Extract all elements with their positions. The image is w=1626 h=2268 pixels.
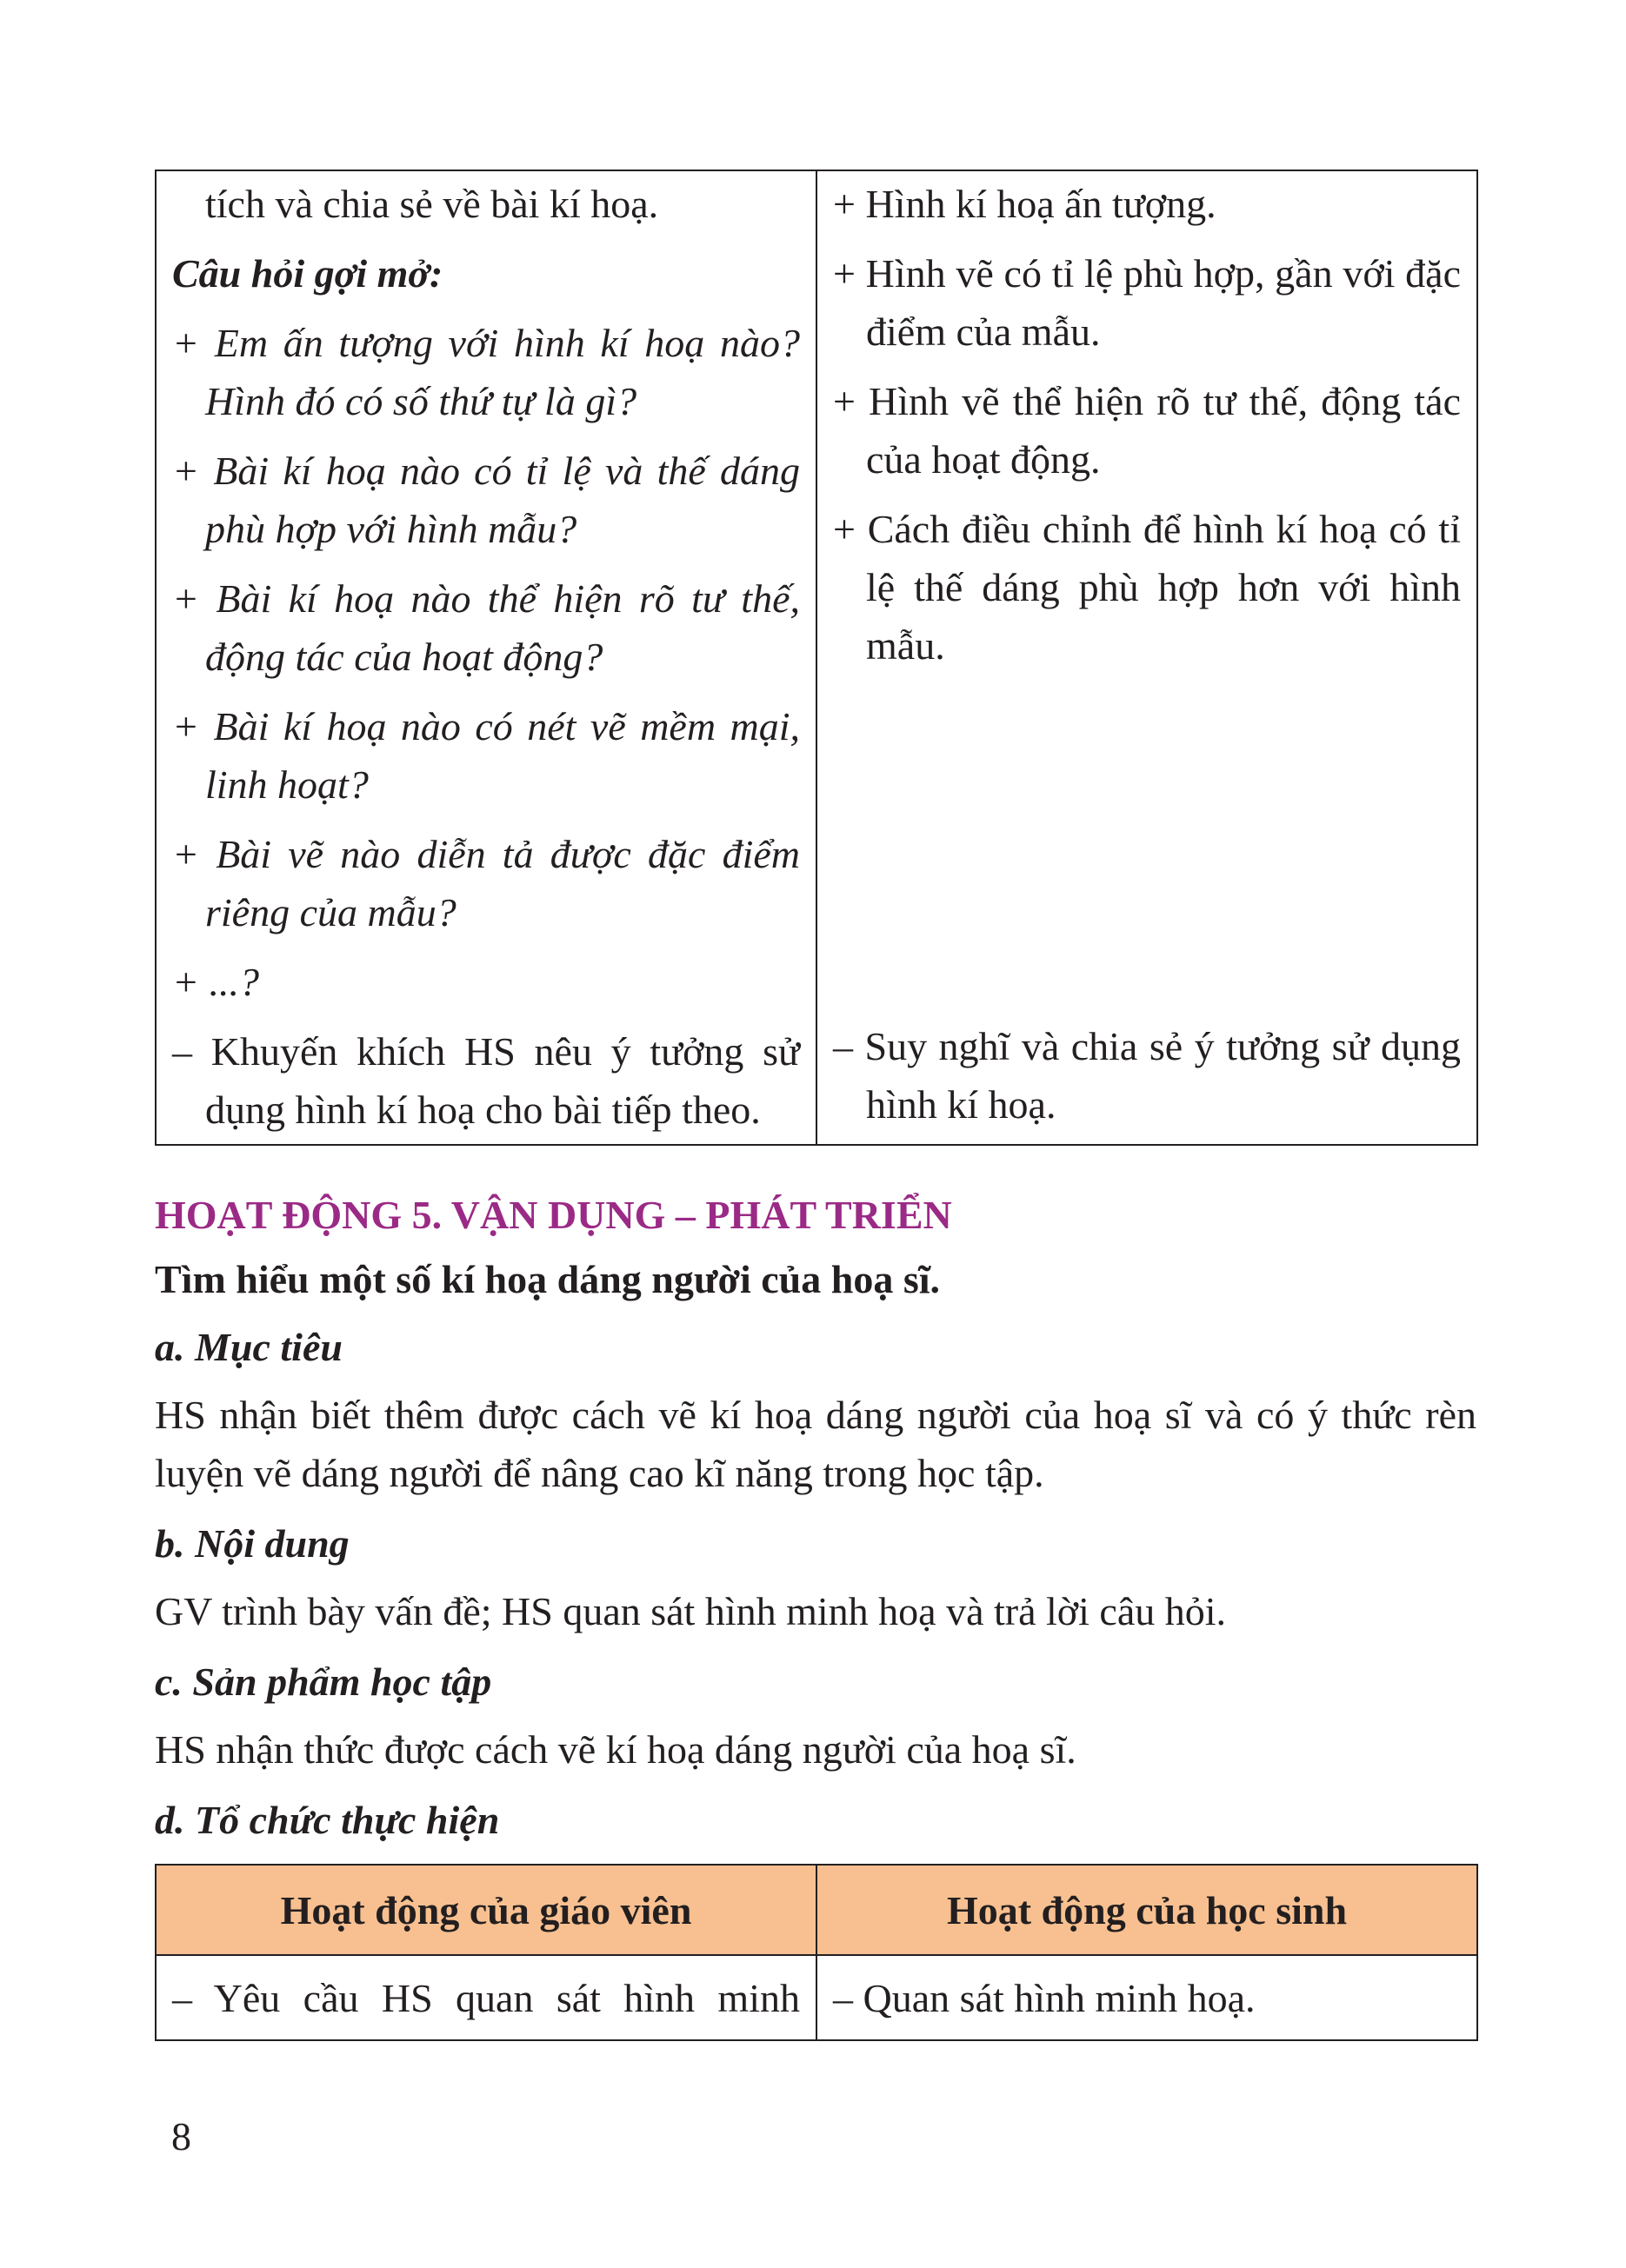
student-answer: + Hình vẽ có tỉ lệ phù hợp, gần với đặc điểm của mẫu. [833,251,1461,354]
teacher-column-cell [156,170,816,1145]
encourage-text: – Khuyến khích HS nêu ý tưởng sử dụng hình kí hoạ cho bài tiếp theo. [172,1029,800,1132]
continued-activity-table [155,170,1478,1146]
student-answer: – Suy nghĩ và chia sẻ ý tưởng sử dụng hình kí hoạ. [833,1024,1461,1127]
guiding-question: + Bài kí hoạ nào có nét vẽ mềm mại, linh hoạt? [172,704,800,807]
guiding-question: + Bài vẽ nào diễn tả được đặc điểm riêng của mẫu? [172,832,800,934]
section-title: HOẠT ĐỘNG 5. VẬN DỤNG – PHÁT TRIỂN [155,1193,952,1237]
page-content [155,170,1476,2041]
student-answer: + Hình kí hoạ ấn tượng. [833,182,1216,226]
organization-heading: d. Tổ chức thực hiện [155,1798,500,1842]
table-row [156,1955,1477,2040]
objective-text: HS nhận biết thêm được cách vẽ kí hoạ dáng người của hoạ sĩ và có ý thức rèn luyện vẽ dáng người để nâng cao kĩ năng trong học tập. [155,1393,1476,1495]
content-text: GV trình bày vấn đề; HS quan sát hình minh hoạ và trả lời câu hỏi. [155,1589,1227,1633]
product-heading: c. Sản phẩm học tập [155,1659,492,1704]
guiding-questions-heading: Câu hỏi gợi mở: [172,251,443,296]
student-column-cell [816,170,1477,1145]
teacher-cell: – Yêu cầu HS quan sát hình minh [156,1955,816,2040]
continued-text: tích và chia sẻ về bài kí hoạ. [205,182,659,226]
section-subtitle: Tìm hiểu một số kí hoạ dáng người của hoạ sĩ. [155,1257,940,1301]
header-teacher: Hoạt động của giáo viên [156,1865,816,1955]
student-answer: + Cách điều chỉnh để hình kí hoạ có tỉ lệ thế dáng phù hợp hơn với hình mẫu. [833,507,1461,668]
content-heading: b. Nội dung [155,1521,350,1566]
student-cell: – Quan sát hình minh hoạ. [816,1955,1477,2040]
table-header-row [156,1865,1477,1955]
table-row [156,170,1477,1145]
guiding-question: + Bài kí hoạ nào có tỉ lệ và thế dáng phù hợp với hình mẫu? [172,449,800,551]
guiding-question: + Em ấn tượng với hình kí hoạ nào? Hình đó có số thứ tự là gì? [172,321,800,423]
spacer [833,686,1461,1017]
objective-heading: a. Mục tiêu [155,1325,343,1369]
activity-table [155,1864,1478,2041]
product-text: HS nhận thức được cách vẽ kí hoạ dáng người của hoạ sĩ. [155,1727,1076,1772]
page-number: 8 [171,2114,191,2158]
guiding-question: + ...? [172,960,260,1004]
header-student: Hoạt động của học sinh [816,1865,1477,1955]
guiding-question: + Bài kí hoạ nào thể hiện rõ tư thế, động tác của hoạt động? [172,576,800,679]
student-answer: + Hình vẽ thể hiện rõ tư thế, động tác của hoạt động. [833,379,1461,482]
